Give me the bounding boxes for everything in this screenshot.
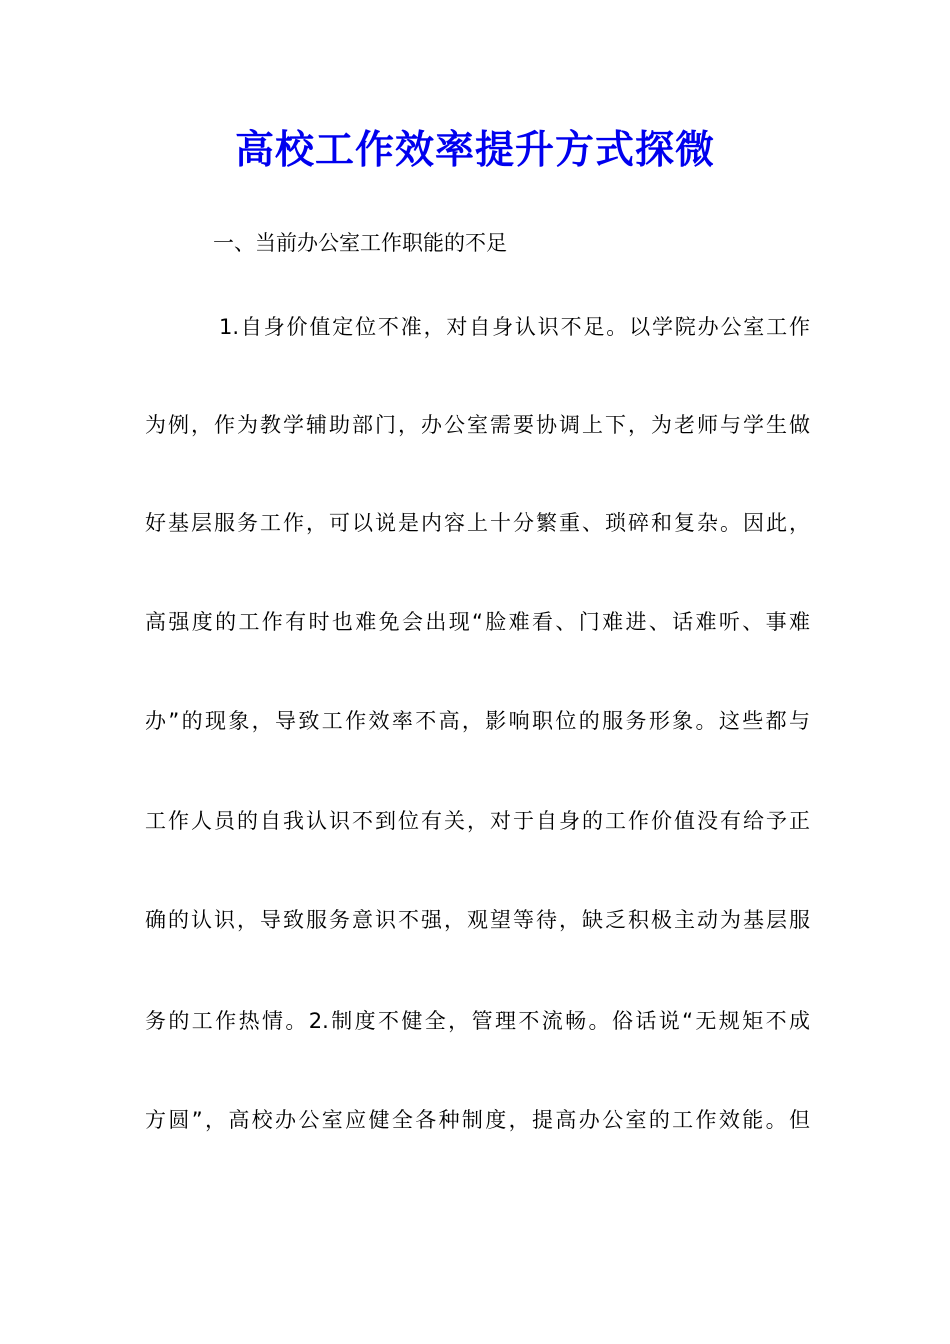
paragraph-line: 1.自身价值定位不准，对自身认识不足。以学院办公室工作 xyxy=(219,315,810,339)
paragraph-line: 确的认识，导致服务意识不强，观望等待，缺乏积极主动为基层服 xyxy=(145,908,810,932)
paragraph-line: 工作人员的自我认识不到位有关，对于自身的工作价值没有给予正 xyxy=(145,809,810,833)
paragraph-line: 方圆”，高校办公室应健全各种制度，提高办公室的工作效能。但 xyxy=(145,1108,810,1132)
paragraph-line: 务的工作热情。2.制度不健全，管理不流畅。俗话说“无规矩不成 xyxy=(145,1009,810,1033)
section-heading: 一、当前办公室工作职能的不足 xyxy=(213,231,507,255)
document-title: 高校工作效率提升方式探微 xyxy=(234,127,715,173)
paragraph-line: 高强度的工作有时也难免会出现“脸难看、门难进、话难听、事难 xyxy=(145,610,810,634)
paragraph-line: 办”的现象，导致工作效率不高，影响职位的服务形象。这些都与 xyxy=(145,709,810,733)
paragraph-line: 为例，作为教学辅助部门，办公室需要协调上下，为老师与学生做 xyxy=(145,413,810,437)
paragraph-line: 好基层服务工作，可以说是内容上十分繁重、琐碎和复杂。因此， xyxy=(145,511,810,535)
